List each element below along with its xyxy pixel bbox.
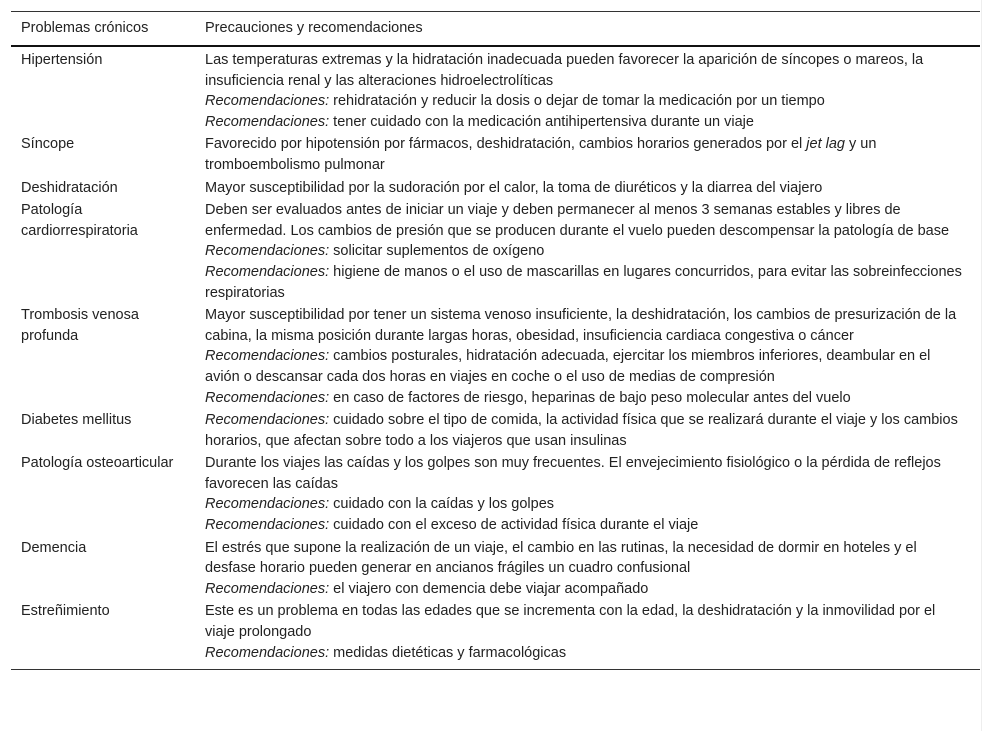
page-edge <box>981 0 982 731</box>
precautions-cell <box>195 600 980 669</box>
description-paragraph <box>205 200 962 241</box>
recommendation-label: Recomendaciones: <box>205 517 330 534</box>
paragraph-text: Durante los viajes las caídas y los golpes son muy frecuentes. El envejecimiento fisiológico o la pérdida de reflejos favorecen las caídas <box>205 455 941 492</box>
problem-cell: Demencia <box>21 539 87 556</box>
recommendation-label: Recomendaciones: <box>205 644 330 661</box>
paragraph-text-continued: y un tromboembolismo pulmonar <box>205 136 877 173</box>
table-row <box>11 199 980 304</box>
paragraph-text: cambios posturales, hidratación adecuada, ejercitar los miembros inferiores, deambular en el avión o descansar cada dos horas en viajes en coche o el uso de medias de compresión <box>205 348 931 385</box>
paragraph-text: medidas dietéticas y farmacológicas <box>329 644 567 661</box>
description-paragraph <box>205 134 962 175</box>
description-paragraph <box>205 453 962 494</box>
table-row <box>11 452 980 536</box>
recommendation-paragraph <box>205 515 962 536</box>
paragraph-text: Mayor susceptibilidad por tener un sistema venoso insuficiente, la deshidratación, los cambios de presurización de la cabina, la misma posición durante largas horas, obesidad, insuficiencia cardiaca congestiva o cáncer <box>205 307 957 344</box>
paragraph-text: en caso de factores de riesgo, heparinas de bajo peso molecular antes del vuelo <box>329 389 851 406</box>
problem-cell: Estreñimiento <box>21 603 110 620</box>
paragraph-text: Este es un problema en todas las edades que se incrementa con la edad, la deshidratación y la inmovilidad por el viaje prolongado <box>205 603 936 641</box>
table-body <box>11 46 980 670</box>
precautions-cell <box>195 537 980 601</box>
paragraph-text: tener cuidado con la medicación antihipertensiva durante un viaje <box>329 113 754 130</box>
precautions-cell <box>195 409 980 452</box>
recommendation-label: Recomendaciones: <box>205 580 330 597</box>
description-paragraph <box>205 601 962 642</box>
description-paragraph <box>205 305 962 346</box>
recommendation-label: Recomendaciones: <box>205 263 330 280</box>
recommendation-paragraph <box>205 112 962 133</box>
paragraph-text: Las temperaturas extremas y la hidratación inadecuada pueden favorecer la aparición de síncopes o mareos, la insuficiencia renal y las alteraciones hidroelectrolíticas <box>205 52 924 89</box>
precautions-cell <box>195 304 980 409</box>
precautions-cell <box>195 177 980 200</box>
paragraph-text: cuidado con la caídas y los golpes <box>329 496 555 513</box>
problem-cell: Patología cardiorrespiratoria <box>21 202 138 239</box>
recommendation-label: Recomendaciones: <box>205 389 330 406</box>
recommendation-label: Recomendaciones: <box>205 243 330 260</box>
header-precautions: Precauciones y recomendaciones <box>195 12 980 47</box>
table-row <box>11 409 980 452</box>
problem-cell: Diabetes mellitus <box>21 412 132 429</box>
problem-cell: Patología osteoarticular <box>21 455 174 472</box>
paragraph-text: cuidado sobre el tipo de comida, la actividad física que se realizará durante el viaje y los cambios horarios, que afectan sobre todo a los viajeros que usan insulinas <box>205 412 958 449</box>
problem-cell: Deshidratación <box>21 179 118 196</box>
precautions-cell <box>195 452 980 536</box>
table-header-row <box>11 12 980 47</box>
table-row <box>11 177 980 200</box>
recommendation-paragraph <box>205 262 962 303</box>
table-row <box>11 537 980 601</box>
paragraph-text: Mayor susceptibilidad por la sudoración por el calor, la toma de diuréticos y la diarrea del viajero <box>205 179 823 196</box>
problem-cell: Trombosis venosa profunda <box>21 307 139 344</box>
precautions-cell <box>195 133 980 176</box>
recommendation-label: Recomendaciones: <box>205 348 330 365</box>
paragraph-text: rehidratación y reducir la dosis o dejar de tomar la medicación por un tiempo <box>329 93 825 110</box>
recommendation-label: Recomendaciones: <box>205 496 330 513</box>
chronic-problems-table <box>11 11 980 670</box>
paragraph-text: el viajero con demencia debe viajar acompañado <box>329 580 649 597</box>
recommendation-label: Recomendaciones: <box>205 93 330 110</box>
recommendation-paragraph <box>205 410 962 451</box>
recommendation-paragraph <box>205 643 962 664</box>
problem-cell: Hipertensión <box>21 52 103 68</box>
italic-term: jet lag <box>806 136 845 153</box>
recommendation-paragraph <box>205 388 962 409</box>
table-row <box>11 600 980 669</box>
paragraph-text: higiene de manos o el uso de mascarillas en lugares concurridos, para evitar las sobreinfecciones respiratorias <box>205 263 962 301</box>
precautions-cell <box>195 46 980 133</box>
recommendation-label: Recomendaciones: <box>205 113 330 130</box>
table-row <box>11 46 980 133</box>
paragraph-text: El estrés que supone la realización de un viaje, el cambio en las rutinas, la necesidad de dormir en hoteles y el desfase horario pueden generar en ancianos frágiles un cuadro confusional <box>205 539 917 577</box>
recommendation-label: Recomendaciones: <box>205 412 330 429</box>
header-problems: Problemas crónicos <box>11 12 195 47</box>
paragraph-text: Favorecido por hipotensión por fármacos, deshidratación, cambios horarios generados por el <box>205 136 807 153</box>
description-paragraph <box>205 538 962 579</box>
table-row <box>11 304 980 409</box>
description-paragraph <box>205 178 962 199</box>
table-row <box>11 133 980 176</box>
recommendation-paragraph <box>205 579 962 600</box>
problem-cell: Síncope <box>21 136 75 153</box>
paragraph-text: solicitar suplementos de oxígeno <box>329 243 545 260</box>
recommendation-paragraph <box>205 91 962 112</box>
recommendation-paragraph <box>205 346 962 387</box>
recommendation-paragraph <box>205 494 962 515</box>
paragraph-text: cuidado con el exceso de actividad física durante el viaje <box>329 517 699 534</box>
paragraph-text: Deben ser evaluados antes de iniciar un viaje y deben permanecer al menos 3 semanas estables y libres de enfermedad. Los cambios de presión que se producen durante el vuelo pueden descompensar la patología de base <box>205 202 950 239</box>
recommendation-paragraph <box>205 241 962 262</box>
description-paragraph <box>205 50 962 91</box>
precautions-cell <box>195 199 980 304</box>
